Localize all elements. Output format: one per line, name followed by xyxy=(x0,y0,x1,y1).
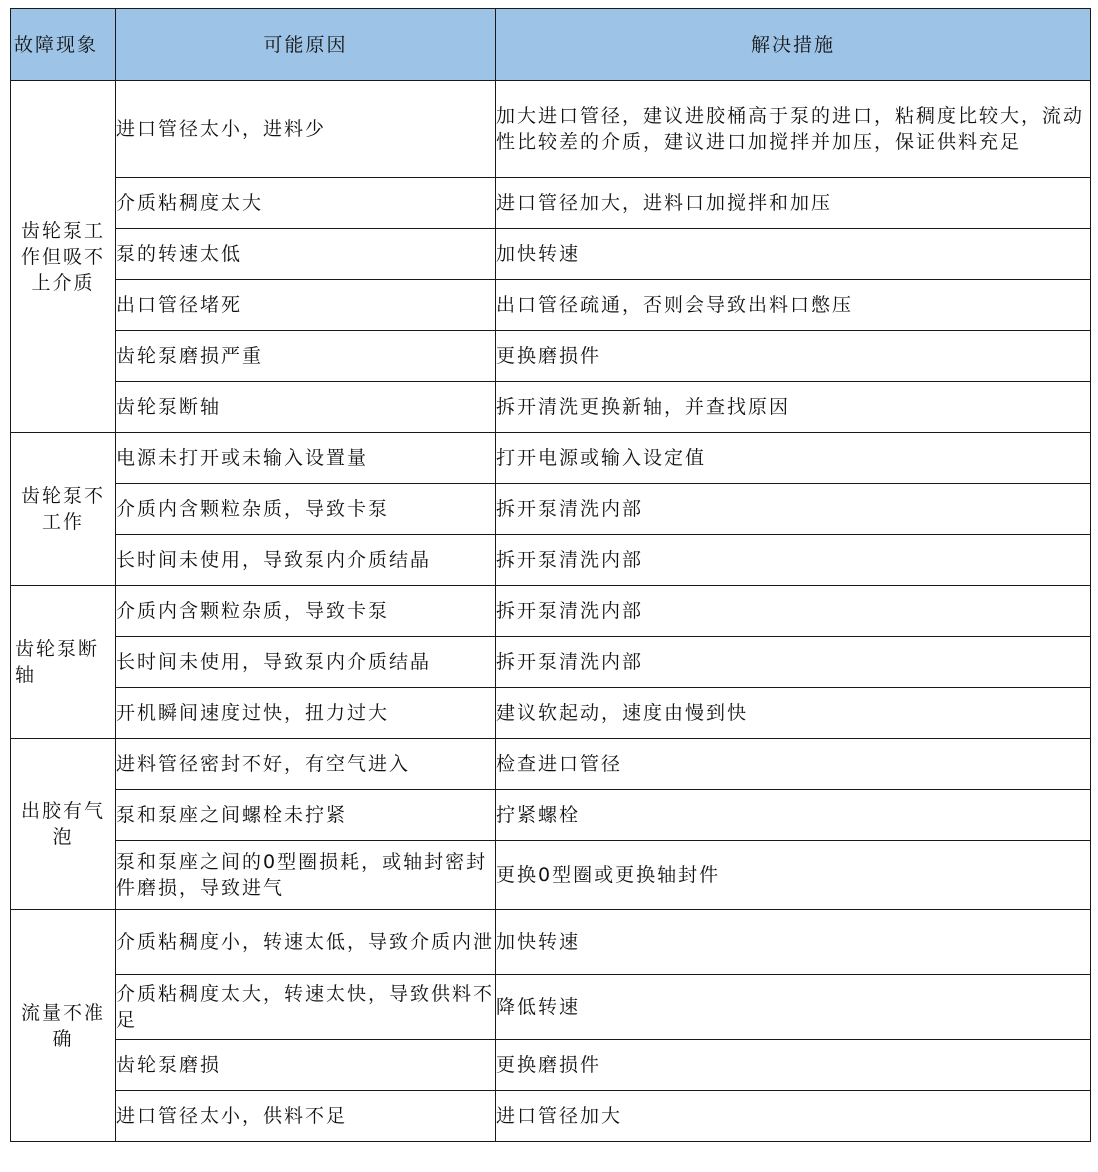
header-solution: 解决措施 xyxy=(496,9,1091,81)
cause-cell: 进口管径太小，供料不足 xyxy=(116,1091,496,1142)
solution-cell: 更换0型圈或更换轴封件 xyxy=(496,841,1091,910)
table-row xyxy=(11,790,1091,841)
table-row xyxy=(11,331,1091,382)
table-row xyxy=(11,586,1091,637)
cause-cell: 介质内含颗粒杂质，导致卡泵 xyxy=(116,484,496,535)
solution-cell: 出口管径疏通，否则会导致出料口憋压 xyxy=(496,280,1091,331)
solution-cell: 更换磨损件 xyxy=(496,1040,1091,1091)
solution-cell: 加大进口管径，建议进胶桶高于泵的进口，粘稠度比较大，流动性比较差的介质，建议进口加搅拌并加压，保证供料充足 xyxy=(496,81,1091,178)
solution-cell: 打开电源或输入设定值 xyxy=(496,433,1091,484)
cause-cell: 泵和泵座之间螺栓未拧紧 xyxy=(116,790,496,841)
cause-cell: 介质粘稠度小，转速太低，导致介质内泄 xyxy=(116,910,496,975)
header-symptom: 故障现象 xyxy=(11,9,116,81)
solution-cell: 更换磨损件 xyxy=(496,331,1091,382)
symptom-cell: 出胶有气泡 xyxy=(11,739,116,910)
solution-cell: 拆开泵清洗内部 xyxy=(496,637,1091,688)
table-row xyxy=(11,229,1091,280)
solution-cell: 加快转速 xyxy=(496,229,1091,280)
table-row xyxy=(11,433,1091,484)
table-row xyxy=(11,739,1091,790)
solution-cell: 拆开泵清洗内部 xyxy=(496,535,1091,586)
cause-cell: 电源未打开或未输入设置量 xyxy=(116,433,496,484)
header-row xyxy=(11,9,1091,81)
solution-cell: 拧紧螺栓 xyxy=(496,790,1091,841)
cause-cell: 介质内含颗粒杂质，导致卡泵 xyxy=(116,586,496,637)
cause-cell: 泵的转速太低 xyxy=(116,229,496,280)
solution-cell: 降低转速 xyxy=(496,975,1091,1040)
table-row xyxy=(11,688,1091,739)
table-row xyxy=(11,975,1091,1040)
cause-cell: 出口管径堵死 xyxy=(116,280,496,331)
solution-cell: 建议软起动，速度由慢到快 xyxy=(496,688,1091,739)
table-row xyxy=(11,484,1091,535)
solution-cell: 加快转速 xyxy=(496,910,1091,975)
symptom-cell: 齿轮泵断轴 xyxy=(11,586,116,739)
symptom-cell: 齿轮泵工作但吸不上介质 xyxy=(11,81,116,433)
cause-cell: 介质粘稠度太大，转速太快，导致供料不足 xyxy=(116,975,496,1040)
table-row xyxy=(11,280,1091,331)
table-row xyxy=(11,81,1091,178)
header-cause: 可能原因 xyxy=(116,9,496,81)
table-row xyxy=(11,910,1091,975)
cause-cell: 长时间未使用，导致泵内介质结晶 xyxy=(116,637,496,688)
fault-table xyxy=(10,8,1091,1142)
cause-cell: 泵和泵座之间的0型圈损耗，或轴封密封件磨损，导致进气 xyxy=(116,841,496,910)
table-row xyxy=(11,841,1091,910)
table-row xyxy=(11,382,1091,433)
solution-cell: 拆开泵清洗内部 xyxy=(496,484,1091,535)
cause-cell: 进料管径密封不好，有空气进入 xyxy=(116,739,496,790)
solution-cell: 进口管径加大，进料口加搅拌和加压 xyxy=(496,178,1091,229)
solution-cell: 拆开清洗更换新轴，并查找原因 xyxy=(496,382,1091,433)
table-row xyxy=(11,178,1091,229)
cause-cell: 长时间未使用，导致泵内介质结晶 xyxy=(116,535,496,586)
table-row xyxy=(11,1091,1091,1142)
solution-cell: 检查进口管径 xyxy=(496,739,1091,790)
cause-cell: 齿轮泵磨损 xyxy=(116,1040,496,1091)
cause-cell: 齿轮泵磨损严重 xyxy=(116,331,496,382)
solution-cell: 拆开泵清洗内部 xyxy=(496,586,1091,637)
cause-cell: 介质粘稠度太大 xyxy=(116,178,496,229)
symptom-cell: 齿轮泵不工作 xyxy=(11,433,116,586)
table-row xyxy=(11,535,1091,586)
cause-cell: 开机瞬间速度过快，扭力过大 xyxy=(116,688,496,739)
table-row xyxy=(11,1040,1091,1091)
cause-cell: 齿轮泵断轴 xyxy=(116,382,496,433)
symptom-cell: 流量不准确 xyxy=(11,910,116,1142)
cause-cell: 进口管径太小，进料少 xyxy=(116,81,496,178)
table-row xyxy=(11,637,1091,688)
solution-cell: 进口管径加大 xyxy=(496,1091,1091,1142)
